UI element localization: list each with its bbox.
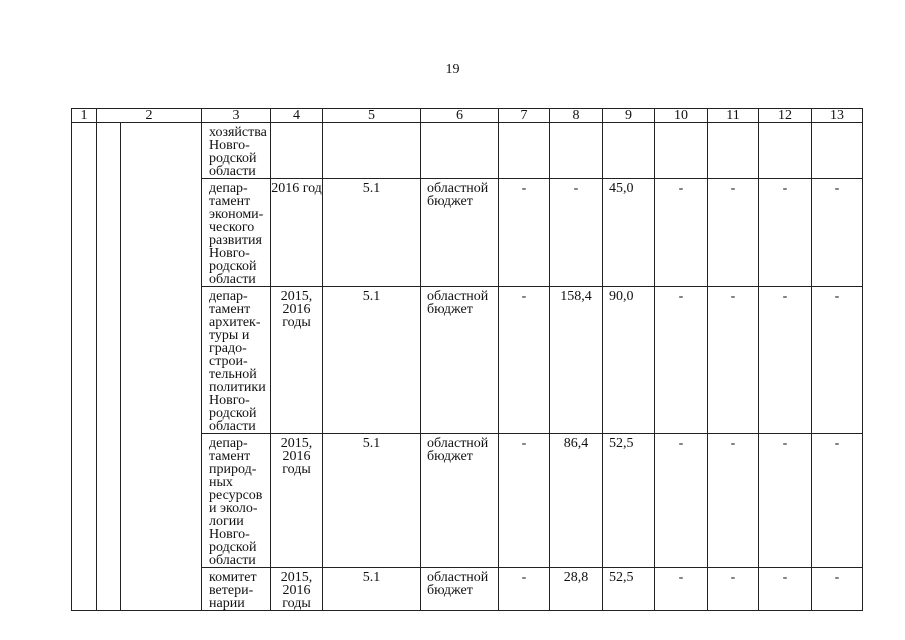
header-cell: 3 xyxy=(202,109,271,123)
value-cell xyxy=(499,123,550,179)
value-cell: - xyxy=(759,179,812,287)
value-cell: - xyxy=(708,434,759,568)
header-cell: 11 xyxy=(708,109,759,123)
value-cell: - xyxy=(499,568,550,611)
value-cell: - xyxy=(759,568,812,611)
period-cell: 2015, 2016 годы xyxy=(271,568,323,611)
value-cell xyxy=(550,123,603,179)
code-cell xyxy=(323,123,421,179)
executor-cell: комитет ветери-нарии xyxy=(202,568,271,611)
header-cell: 2 xyxy=(97,109,202,123)
value-cell: - xyxy=(759,434,812,568)
source-cell xyxy=(421,123,499,179)
value-cell: 28,8 xyxy=(550,568,603,611)
executor-cell: депар-тамент экономи-ческого развития Новго-родской области xyxy=(202,179,271,287)
source-cell: областной бюджет xyxy=(421,287,499,434)
value-cell: 52,5 xyxy=(603,434,655,568)
value-cell: 45,0 xyxy=(603,179,655,287)
value-cell: - xyxy=(812,179,863,287)
executor-cell: депар-тамент архитек-туры и градо-строи-тельной политики Новго-родской области xyxy=(202,287,271,434)
header-cell: 6 xyxy=(421,109,499,123)
value-cell: 90,0 xyxy=(603,287,655,434)
header-cell: 12 xyxy=(759,109,812,123)
value-cell: - xyxy=(708,568,759,611)
value-cell: - xyxy=(499,434,550,568)
source-cell: областной бюджет xyxy=(421,179,499,287)
value-cell: - xyxy=(655,568,708,611)
period-cell xyxy=(271,123,323,179)
value-cell xyxy=(655,123,708,179)
value-cell: - xyxy=(812,434,863,568)
executor-cell: хозяйства Новго-родской области xyxy=(202,123,271,179)
value-cell: - xyxy=(812,568,863,611)
value-cell: 158,4 xyxy=(550,287,603,434)
value-cell: - xyxy=(759,287,812,434)
code-cell: 5.1 xyxy=(323,179,421,287)
value-cell: - xyxy=(655,179,708,287)
source-cell: областной бюджет xyxy=(421,568,499,611)
value-cell: - xyxy=(708,179,759,287)
value-cell: - xyxy=(499,287,550,434)
code-cell: 5.1 xyxy=(323,434,421,568)
header-cell: 13 xyxy=(812,109,863,123)
header-row xyxy=(72,109,863,123)
value-cell xyxy=(603,123,655,179)
executor-cell: депар-тамент природ-ных ресурсов и эколо-логии Новго-родской области xyxy=(202,434,271,568)
header-cell: 10 xyxy=(655,109,708,123)
header-cell: 1 xyxy=(72,109,97,123)
code-cell: 5.1 xyxy=(323,568,421,611)
value-cell: 52,5 xyxy=(603,568,655,611)
header-cell: 7 xyxy=(499,109,550,123)
page-number: 19 xyxy=(445,62,460,77)
header-cell: 9 xyxy=(603,109,655,123)
inner-divider xyxy=(120,123,121,610)
value-cell: - xyxy=(655,434,708,568)
value-cell: - xyxy=(655,287,708,434)
value-cell: - xyxy=(550,179,603,287)
header-cell: 4 xyxy=(271,109,323,123)
value-cell: - xyxy=(708,287,759,434)
period-cell: 2015, 2016 годы xyxy=(271,434,323,568)
budget-table xyxy=(71,108,863,611)
table-row xyxy=(72,123,863,179)
column-2-merged-cell xyxy=(97,123,202,611)
source-cell: областной бюджет xyxy=(421,434,499,568)
header-cell: 8 xyxy=(550,109,603,123)
value-cell: - xyxy=(812,287,863,434)
value-cell: - xyxy=(499,179,550,287)
value-cell xyxy=(812,123,863,179)
header-cell: 5 xyxy=(323,109,421,123)
period-cell: 2016 год xyxy=(271,179,323,287)
value-cell xyxy=(759,123,812,179)
code-cell: 5.1 xyxy=(323,287,421,434)
value-cell xyxy=(708,123,759,179)
value-cell: 86,4 xyxy=(550,434,603,568)
column-1-merged-cell xyxy=(72,123,97,611)
period-cell: 2015, 2016 годы xyxy=(271,287,323,434)
